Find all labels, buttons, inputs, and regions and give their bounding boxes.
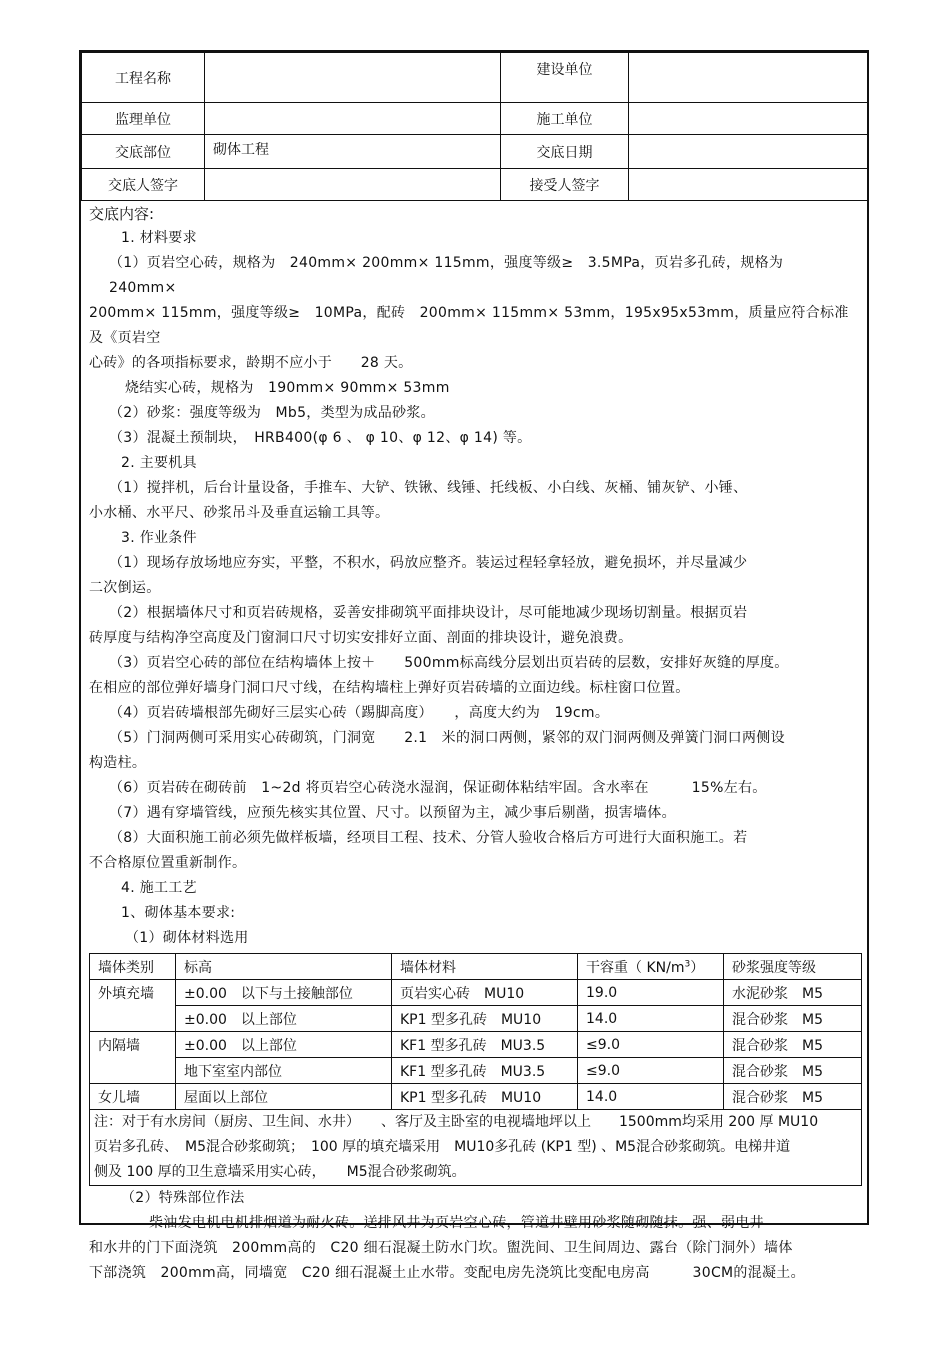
cell-material: KP1 型多孔砖 MU10 — [392, 1084, 578, 1110]
note-line3: 侧及 100 厚的卫生意墙采用实心砖， M5混合砂浆砌筑。 — [94, 1164, 466, 1180]
cell-category: 女儿墙 — [90, 1084, 176, 1110]
s2-p1-line1: （1）搅拌机，后台计量设备，手推车、大铲、铁锹、线锤、托线板、小白线、灰桶、铺灰铲、小锤、 — [109, 480, 748, 496]
cell-material: KF1 型多孔砖 MU3.5 — [392, 1032, 578, 1058]
material-table — [89, 953, 862, 1186]
col-header-category: 墙体类别 — [90, 954, 176, 980]
part-label: 交底部位 — [82, 135, 205, 169]
density-header-sup: 3 — [684, 958, 691, 969]
s3-p2-line2: 砖厚度与结构净空高度及门窗洞口尺寸切实安排好立面、剖面的排块设计，避免浪费。 — [89, 630, 633, 646]
contractor-label: 施工单位 — [501, 103, 629, 135]
cell-density: 19.0 — [578, 980, 724, 1006]
section-2-title: 2. 主要机具 — [121, 455, 197, 471]
supervisor-value — [205, 103, 501, 135]
project-name-value — [205, 53, 501, 103]
cell-category: 内隔墙 — [90, 1032, 176, 1084]
part-value: 砌体工程 — [205, 135, 501, 169]
cell-density: 14.0 — [578, 1084, 724, 1110]
giver-signature-label: 交底人签字 — [82, 169, 205, 201]
cell-elevation: 地下室室内部位 — [176, 1058, 392, 1084]
cell-mortar: 混合砂浆 M5 — [724, 1032, 862, 1058]
s1-p1-line3: 心砖》的各项指标要求，龄期不应小于 28 天。 — [89, 355, 413, 371]
s3-p3-line2: 在相应的部位弹好墙身门洞口尺寸线，在结构墙柱上弹好页岩砖墙的立面边线。标柱窗口位置。 — [89, 680, 690, 696]
s4-p-line2: 和水井的门下面浇筑 200mm高的 C20 细石混凝土防水门坎。盥洗间、卫生间周边、露台（除门洞外）墙体 — [89, 1240, 793, 1256]
cell-density: ≤9.0 — [578, 1032, 724, 1058]
col-header-density — [578, 954, 724, 980]
receiver-signature-value — [629, 169, 868, 201]
s3-p6: （6）页岩砖在砌砖前 1~2d 将页岩空心砖浇水湿润，保证砌体粘结牢固。含水率在 15%左右。 — [109, 780, 767, 796]
density-header-tail: ） — [690, 959, 705, 976]
cell-material: KP1 型多孔砖 MU10 — [392, 1006, 578, 1032]
cell-mortar: 混合砂浆 M5 — [724, 1006, 862, 1032]
cell-mortar: 混合砂浆 M5 — [724, 1084, 862, 1110]
date-value — [629, 135, 868, 169]
cell-category: 外填充墙 — [90, 980, 176, 1032]
table-row — [90, 980, 862, 1006]
cell-mortar: 水泥砂浆 M5 — [724, 980, 862, 1006]
s1-p1b: 烧结实心砖，规格为 190mm× 90mm× 53mm — [125, 380, 450, 396]
s1-p1-line2: 200mm× 115mm，强度等级≥ 10MPa，配砖 200mm× 115mm× 53mm，195x95x53mm，质量应符合标准及《页岩空 — [89, 305, 849, 346]
cell-material: 页岩实心砖 MU10 — [392, 980, 578, 1006]
builder-value — [629, 53, 868, 103]
col-header-material: 墙体材料 — [392, 954, 578, 980]
table-note — [90, 1110, 862, 1186]
s3-p1-line2: 二次倒运。 — [89, 580, 161, 596]
s4-p-line3: 下部浇筑 200mm高，同墙宽 C20 细石混凝土止水带。变配电房先浇筑比变配电房高 30CM的混凝土。 — [89, 1265, 805, 1281]
s2-p1-line2: 小水桶、水平尺、砂浆吊斗及垂直运输工具等。 — [89, 505, 390, 521]
content-intro: 交底内容: — [89, 205, 155, 223]
cell-elevation: ±0.00 以下与土接触部位 — [176, 980, 392, 1006]
s3-p8-line2: 不合格原位置重新制作。 — [89, 855, 247, 871]
col-header-elevation: 标高 — [176, 954, 392, 980]
section-4-title: 4. 施工工艺 — [121, 880, 197, 896]
s1-p3: （3）混凝土预制块， HRB400(φ 6 、 φ 10、φ 12、φ 14) 等。 — [109, 430, 532, 446]
density-header-text: 干容重（ KN/m — [586, 959, 685, 976]
s3-p5-line1: （5）门洞两侧可采用实心砖砌筑，门洞宽 2.1 米的洞口两侧，紧邻的双门洞两侧及弹簧门洞口两侧设 — [109, 730, 785, 746]
s3-p2-line1: （2）根据墙体尺寸和页岩砖规格，妥善安排砌筑平面排块设计，尽可能地减少现场切割量。根据页岩 — [109, 605, 748, 621]
cell-mortar: 混合砂浆 M5 — [724, 1058, 862, 1084]
project-name-label: 工程名称 — [82, 53, 205, 103]
content-body — [89, 204, 861, 1286]
table-note-row — [90, 1110, 862, 1186]
material-table-header — [90, 954, 862, 980]
s3-p7: （7）遇有穿墙管线，应预先核实其位置、尺寸。以预留为主，减少事后剔凿，损害墙体。 — [109, 805, 676, 821]
s4-sub2: （2）特殊部位作法 — [121, 1190, 245, 1206]
cell-density: ≤9.0 — [578, 1058, 724, 1084]
s3-p4: （4）页岩砖墙根部先砌好三层实心砖（踢脚高度） ，高度大约为 19cm。 — [109, 705, 610, 721]
supervisor-label: 监理单位 — [82, 103, 205, 135]
table-row — [90, 1006, 862, 1032]
date-label: 交底日期 — [501, 135, 629, 169]
col-header-mortar: 砂浆强度等级 — [724, 954, 862, 980]
s4-sub1: 1、砌体基本要求: — [121, 905, 236, 921]
note-line1: 注：对于有水房间（厨房、卫生间、水井） 、客厅及主卧室的电视墙地坪以上 1500mm均采用 200 厚 MU10 — [94, 1114, 819, 1130]
s3-p3-line1: （3）页岩空心砖的部位在结构墙体上按＋ 500mm标高线分层划出页岩砖的层数，安排好灰缝的厚度。 — [109, 655, 789, 671]
builder-label: 建设单位 — [501, 53, 629, 103]
s4-sub1-1: （1）砌体材料选用 — [125, 930, 249, 946]
contractor-value — [629, 103, 868, 135]
giver-signature-value — [205, 169, 501, 201]
receiver-signature-label: 接受人签字 — [501, 169, 629, 201]
table-row — [90, 1032, 862, 1058]
table-row — [90, 1084, 862, 1110]
s3-p1-line1: （1）现场存放场地应夯实，平整，不积水，码放应整齐。装运过程轻拿轻放，避免损坏，并尽量减少 — [109, 555, 748, 571]
s3-p8-line1: （8）大面积施工前必须先做样板墙，经项目工程、技术、分管人验收合格后方可进行大面积施工。若 — [109, 830, 748, 846]
header-table — [81, 52, 868, 201]
section-1-title: 1. 材料要求 — [121, 230, 197, 246]
s1-p1-line1: （1）页岩空心砖，规格为 240mm× 200mm× 115mm，强度等级≥ 3.5MPa，页岩多孔砖，规格为 240mm× — [109, 255, 798, 296]
cell-elevation: ±0.00 以上部位 — [176, 1032, 392, 1058]
cell-material: KF1 型多孔砖 MU3.5 — [392, 1058, 578, 1084]
section-3-title: 3. 作业条件 — [121, 530, 197, 546]
note-line2: 页岩多孔砖、 M5混合砂浆砌筑； 100 厚的填充墙采用 MU10多孔砖 (KP1 型) 、M5混合砂浆砌筑。电梯井道 — [94, 1139, 791, 1155]
s4-p-line1: 柴油发电机电机排烟道为耐火砖。送排风井为页岩空心砖，管道井壁用砂浆随砌随抹。强、弱电井 — [149, 1215, 764, 1231]
cell-elevation: ±0.00 以上部位 — [176, 1006, 392, 1032]
s1-p2: （2）砂浆：强度等级为 Mb5，类型为成品砂浆。 — [109, 405, 435, 421]
cell-density: 14.0 — [578, 1006, 724, 1032]
cell-elevation: 屋面以上部位 — [176, 1084, 392, 1110]
document-frame — [79, 50, 869, 1281]
table-row — [90, 1058, 862, 1084]
s3-p5-line2: 构造柱。 — [89, 755, 147, 771]
